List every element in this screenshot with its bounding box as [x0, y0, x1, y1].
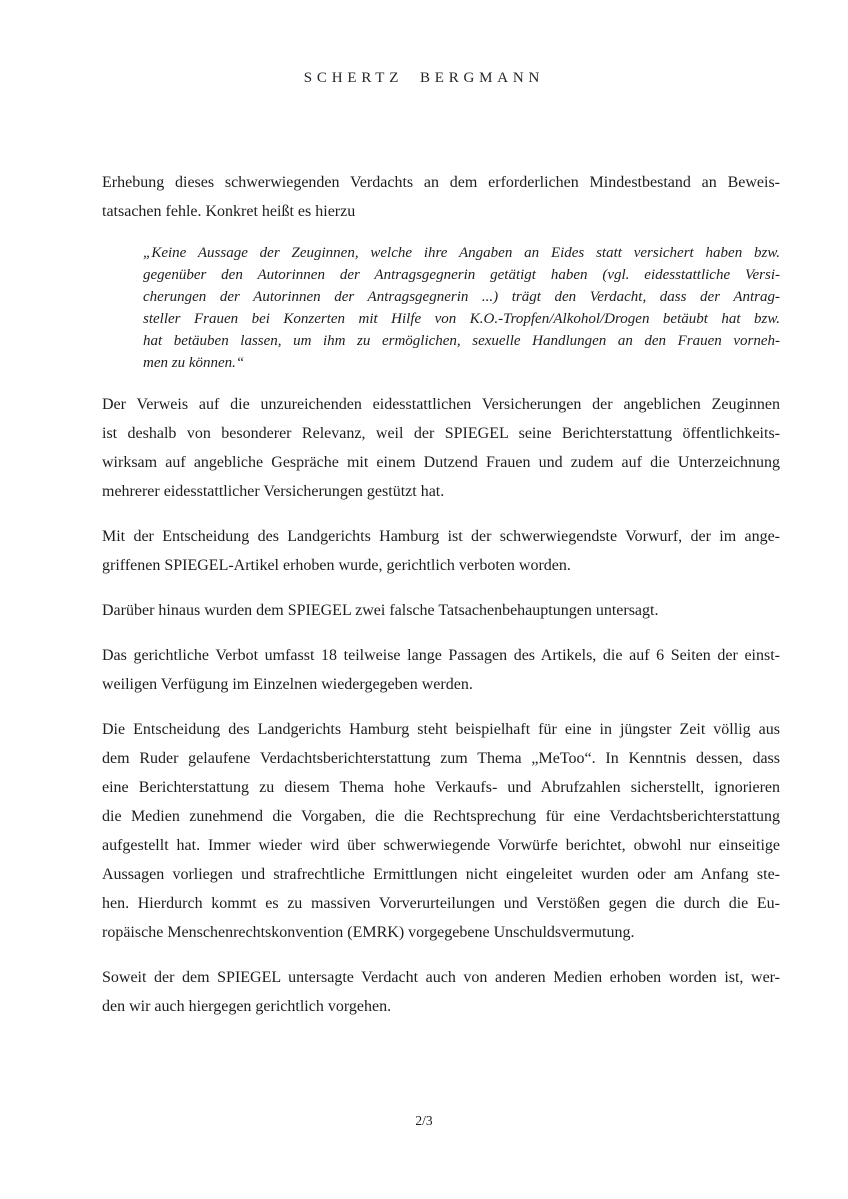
text-line: Der Verweis auf die unzureichenden eidesstattlichen Versicherungen der angeblichen Zeuginnen — [102, 396, 780, 413]
text-line: Mit der Entscheidung des Landgerichts Hamburg ist der schwerwiegendste Vorwurf, der im ange- — [102, 528, 780, 545]
paragraph — [102, 641, 780, 699]
paragraph — [102, 390, 780, 506]
text-line: tatsachen fehle. Konkret heißt es hierzu — [102, 203, 356, 220]
letter-body — [102, 168, 780, 1037]
text-line: men zu können.“ — [143, 355, 245, 371]
text-line: den wir auch hiergegen gerichtlich vorgehen. — [102, 998, 392, 1015]
text-line: mehrerer eidesstattlicher Versicherungen gestützt hat. — [102, 483, 445, 500]
text-line: griffenen SPIEGEL-Artikel erhoben wurde, gerichtlich verboten worden. — [102, 557, 571, 574]
paragraph — [102, 596, 780, 625]
paragraph — [102, 963, 780, 1021]
text-line: ropäische Menschenrechtskonvention (EMRK) vorgegebene Unschuldsvermutung. — [102, 924, 635, 941]
text-line: eine Berichterstattung zu diesem Thema hohe Verkaufs- und Abrufzahlen sicherstellt, ignorieren — [102, 779, 780, 796]
text-line: hat betäuben lassen, um ihm zu ermöglichen, sexuelle Handlungen an den Frauen vorneh- — [143, 333, 780, 349]
text-line: Soweit der dem SPIEGEL untersagte Verdacht auch von anderen Medien erhoben worden ist, wer- — [102, 969, 780, 986]
text-line: aufgestellt hat. Immer wieder wird über schwerwiegende Vorwürfe berichtet, obwohl nur einseitige — [102, 837, 780, 854]
text-line: cherungen der Autorinnen der Antragsgegnerin ...) trägt den Verdacht, dass der Antrag- — [143, 289, 780, 305]
text-line: ist deshalb von besonderer Relevanz, weil der SPIEGEL seine Berichterstattung öffentlichkeits- — [102, 425, 780, 442]
paragraph — [102, 522, 780, 580]
blockquote-paragraph — [143, 242, 780, 374]
text-line: steller Frauen bei Konzerten mit Hilfe von K.O.-Tropfen/Alkohol/Drogen betäubt hat bzw. — [143, 311, 780, 327]
text-line: gegenüber den Autorinnen der Antragsgegnerin getätigt haben (vgl. eidesstattliche Versi- — [143, 267, 780, 283]
text-line: hen. Hierdurch kommt es zu massiven Vorverurteilungen und Verstößen gegen die durch die Eu- — [102, 895, 780, 912]
text-line: dem Ruder gelaufene Verdachtsberichterstattung zum Thema „MeToo“. In Kenntnis dessen, dass — [102, 750, 780, 767]
text-line: „Keine Aussage der Zeuginnen, welche ihre Angaben an Eides statt versichert haben bzw. — [143, 245, 780, 261]
text-line: Die Entscheidung des Landgerichts Hamburg steht beispielhaft für eine in jüngster Zeit völlig aus — [102, 721, 780, 738]
letterhead-firm-name: SCHERTZ BERGMANN — [303, 70, 545, 86]
text-line: die Medien zunehmend die Vorgaben, die die Rechtsprechung für eine Verdachtsberichterstattung — [102, 808, 780, 825]
paragraph — [102, 715, 780, 947]
text-line: weiligen Verfügung im Einzelnen wiedergegeben werden. — [102, 676, 473, 693]
text-line: Aussagen vorliegen und strafrechtliche Ermittlungen nicht eingeleitet wurden oder am Anfang ste- — [102, 866, 780, 883]
text-line: wirksam auf angebliche Gespräche mit einem Dutzend Frauen und zudem auf die Unterzeichnung — [102, 454, 780, 471]
text-line: Darüber hinaus wurden dem SPIEGEL zwei falsche Tatsachenbehauptungen untersagt. — [102, 602, 659, 619]
text-line: Das gerichtliche Verbot umfasst 18 teilweise lange Passagen des Artikels, die auf 6 Seiten der einst- — [102, 647, 780, 664]
paragraph — [102, 168, 780, 226]
text-line: Erhebung dieses schwerwiegenden Verdachts an dem erforderlichen Mindestbestand an Beweis- — [102, 174, 780, 191]
page-number: 2/3 — [415, 1113, 433, 1128]
